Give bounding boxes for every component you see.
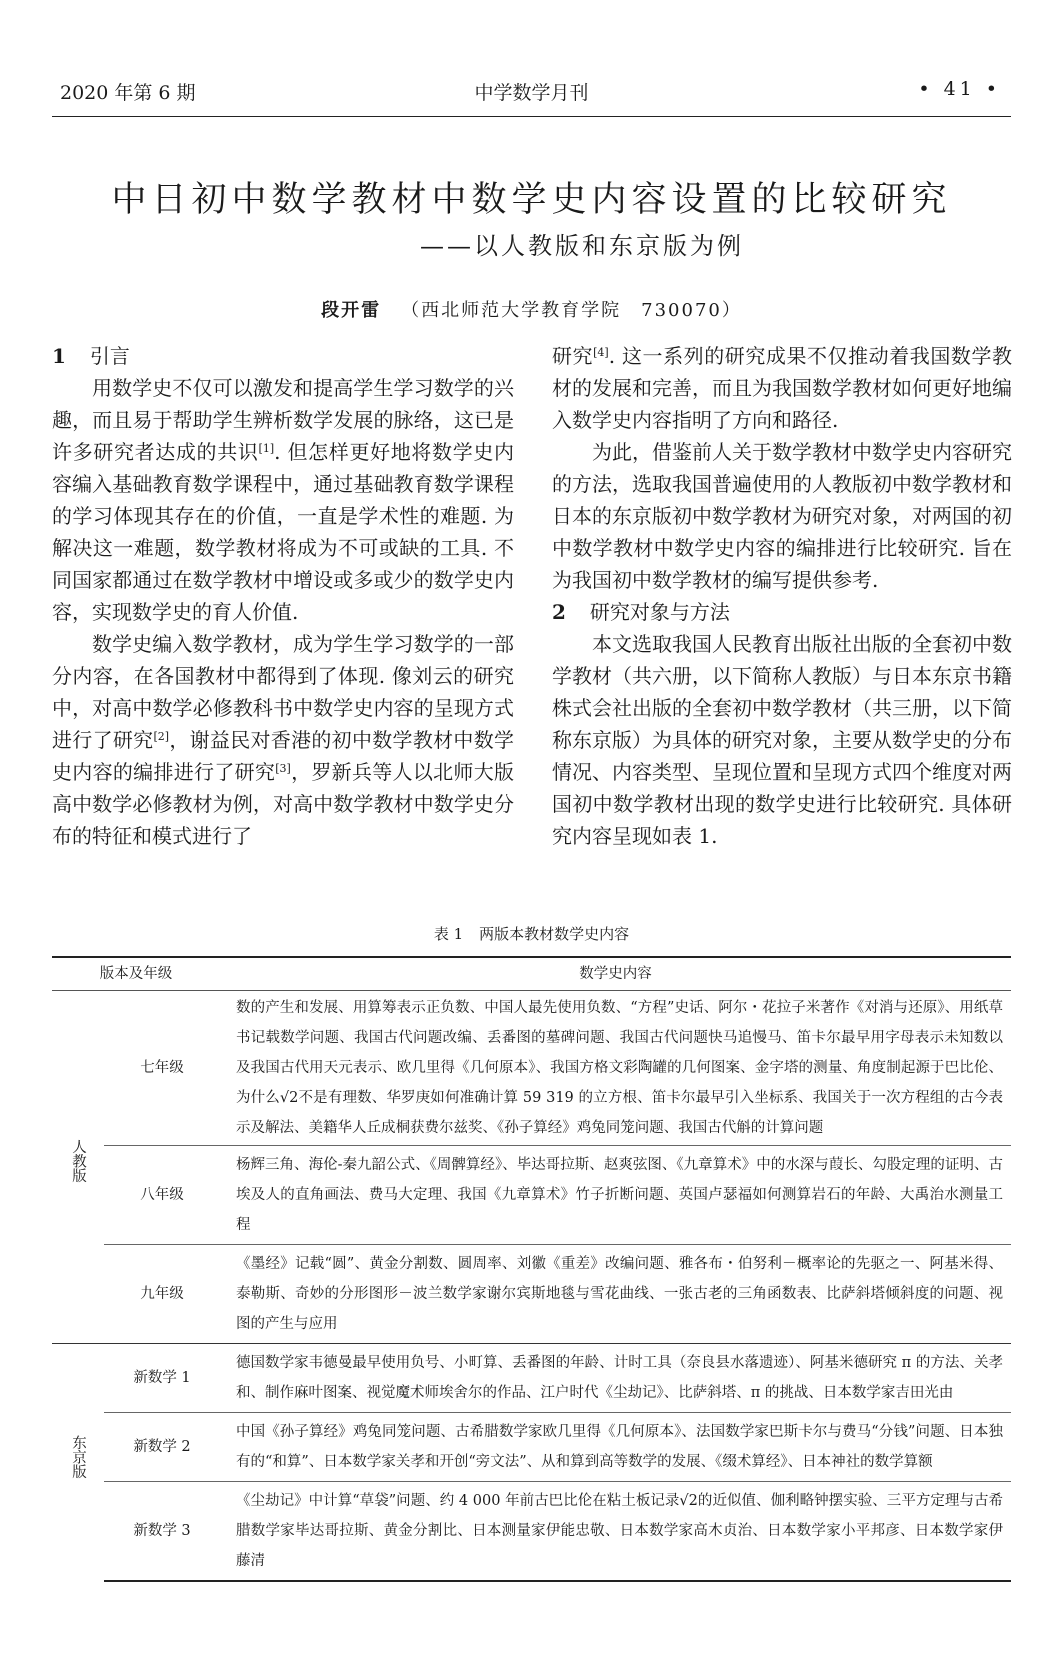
issue-number: 2020 年第 6 期 <box>60 82 196 104</box>
table-caption-title: 两版本教材数学史内容 <box>479 925 630 943</box>
content-cell: 德国数学家韦德曼最早使用负号、小町算、丢番图的年龄、计时工具（奈良县水落遗迹）、阿基米德研究 π 的方法、关孝和、制作麻叶图案、视觉魔术师埃舍尔的作品、江户时代《尘劫记》、比萨斜塔、π 的挑战、日本数学家吉田光由 <box>220 1344 1011 1413</box>
grade-cell: 新数学 1 <box>104 1344 220 1413</box>
paragraph-2: 数学史编入数学教材，成为学生学习数学的一部分内容，在各国教材中都得到了体现. 像刘云的研究中，对高中数学必修教科书中数学史内容的呈现方式进行了研究[2]，谢益民对香港的初中数学教材中数学史内容的编排进行了研究[3]，罗新兵等人以北师大版高中数学必修教材为例，对高中数学教材中数学史分布的特征和模式进行了 <box>52 632 515 848</box>
section-2-heading: 2 研究对象与方法 <box>552 600 730 624</box>
math-history-table <box>52 956 1011 1582</box>
col-header-edition-grade: 版本及年级 <box>52 957 220 991</box>
grade-cell: 八年级 <box>104 1146 220 1245</box>
table-row <box>52 1482 1011 1582</box>
col-header-content: 数学史内容 <box>220 957 1011 991</box>
citation-3[interactable]: [3] <box>275 762 291 775</box>
table-row <box>52 1245 1011 1344</box>
left-column <box>52 340 514 852</box>
table-row <box>52 991 1011 1146</box>
content-cell: 《尘劫记》中计算“草袋”问题、约 4 000 年前古巴比伦在粘土板记录√2的近似值、伽利略钟摆实验、三平方定理与古希腊数学家毕达哥拉斯、黄金分割比、日本测量家伊能忠敬、日本数学家高木贞治、日本数学家小平邦彦、日本数学家伊藤清 <box>220 1482 1011 1582</box>
publisher-tokyo: 东京版 <box>52 1344 104 1582</box>
publisher-renjiao: 人教版 <box>70 1139 86 1183</box>
citation-2[interactable]: [2] <box>153 730 170 743</box>
article-subtitle: ——以人教版和东京版为例 <box>420 232 744 260</box>
citation-4[interactable]: [4] <box>593 346 609 359</box>
paragraph-3: 研究[4]. 这一系列的研究成果不仅推动着我国数学教材的发展和完善，而且为我国数学教材如何更好地编入数学史内容指明了方向和路径. <box>552 344 1013 432</box>
grade-cell: 新数学 3 <box>104 1482 220 1582</box>
citation-1[interactable]: [1] <box>258 442 275 455</box>
paragraph-4: 为此，借鉴前人关于数学教材中数学史内容研究的方法，选取我国普遍使用的人教版初中数学教材和日本的东京版初中数学教材为研究对象，对两国的初中数学教材中数学史内容的编排进行比较研究. 旨在为我国初中数学教材的编写提供参考. <box>552 440 1012 592</box>
table-caption-label: 表 1 <box>433 925 464 943</box>
right-column <box>552 340 1012 852</box>
header-rule <box>52 116 1011 117</box>
grade-cell: 七年级 <box>140 1060 184 1076</box>
table-row <box>52 1413 1011 1482</box>
author-affiliation: （西北师范大学教育学院 730070） <box>401 300 742 321</box>
grade-cell: 新数学 2 <box>104 1413 220 1482</box>
grade-cell: 九年级 <box>104 1245 220 1344</box>
paragraph-5: 本文选取我国人民教育出版社出版的全套初中数学教材（共六册，以下简称人教版）与日本东京书籍株式会社出版的全套初中数学教材（共三册，以下简称东京版）为具体的研究对象，主要从数学史的分布情况、内容类型、呈现位置和呈现方式四个维度对两国初中数学教材出现的数学史进行比较研究. 具体研究内容呈现如表 1. <box>552 632 1012 848</box>
author-line <box>0 296 1063 322</box>
page-number: • 41 • <box>918 78 1001 100</box>
paragraph-1: 用数学史不仅可以激发和提高学生学习数学的兴趣，而且易于帮助学生辨析数学发展的脉络，这已是许多研究者达成的共识[1]. 但怎样更好地将数学史内容编入基础教育数学课程中，通过基础教育数学课程的学习体现其存在的价值，一直是学术性的难题. 为解决这一难题，数学教材将成为不可或缺的工具. 不同国家都通过在数学教材中增设或多或少的数学史内容，实现数学史的育人价值. <box>52 376 515 624</box>
author-name: 段开雷 <box>321 300 382 321</box>
content-cell: 杨辉三角、海伦-秦九韶公式、《周髀算经》、毕达哥拉斯、赵爽弦图、《九章算术》中的水深与葭长、勾股定理的证明、古埃及人的直角画法、费马大定理、我国《九章算术》竹子折断问题、英国卢瑟福如何测算岩石的年龄、大禹治水测量工程 <box>220 1146 1011 1245</box>
journal-name: 中学数学月刊 <box>474 82 589 104</box>
content-cell: 《墨经》记载“圆”、黄金分割数、圆周率、刘徽《重差》改编问题、雅各布・伯努利－概率论的先驱之一、阿基米得、泰勒斯、奇妙的分形图形－波兰数学家谢尔宾斯地毯与雪花曲线、一张古老的三角函数表、比萨斜塔倾斜度的问题、视图的产生与应用 <box>220 1245 1011 1344</box>
table-row <box>52 1344 1011 1413</box>
section-1-heading: 1 引言 <box>52 344 130 368</box>
content-cell: 中国《孙子算经》鸡兔同笼问题、古希腊数学家欧几里得《几何原本》、法国数学家巴斯卡尔与费马“分钱”问题、日本独有的“和算”、日本数学家关孝和开创“旁文法”、从和算到高等数学的发展、《缀术算经》、日本神社的数学算额 <box>220 1413 1011 1482</box>
article-title: 中日初中数学教材中数学史内容设置的比较研究 <box>111 180 952 220</box>
table-caption <box>0 923 1063 944</box>
table-row <box>52 1146 1011 1245</box>
table-header-row <box>52 957 1011 991</box>
content-cell: 数的产生和发展、用算筹表示正负数、中国人最先使用负数、“方程”史话、阿尔・花拉子米著作《对消与还原》、用纸草书记载数学问题、我国古代问题改编、丢番图的墓碑问题、我国古代问题快马追慢马、笛卡尔最早用字母表示未知数以及我国古代用天元表示、欧几里得《几何原本》、我国方格文彩陶罐的几何图案、金字塔的测量、角度制起源于巴比伦、为什么√2不是有理数、华罗庚如何准确计算 59 319 的立方根、笛卡尔最早引入坐标系、我国关于一次方程组的古今表示及解法、美籍华人丘成桐获费尔兹奖、《孙子算经》鸡兔同笼问题、我国古代斛的计算问题 <box>236 1000 1003 1136</box>
